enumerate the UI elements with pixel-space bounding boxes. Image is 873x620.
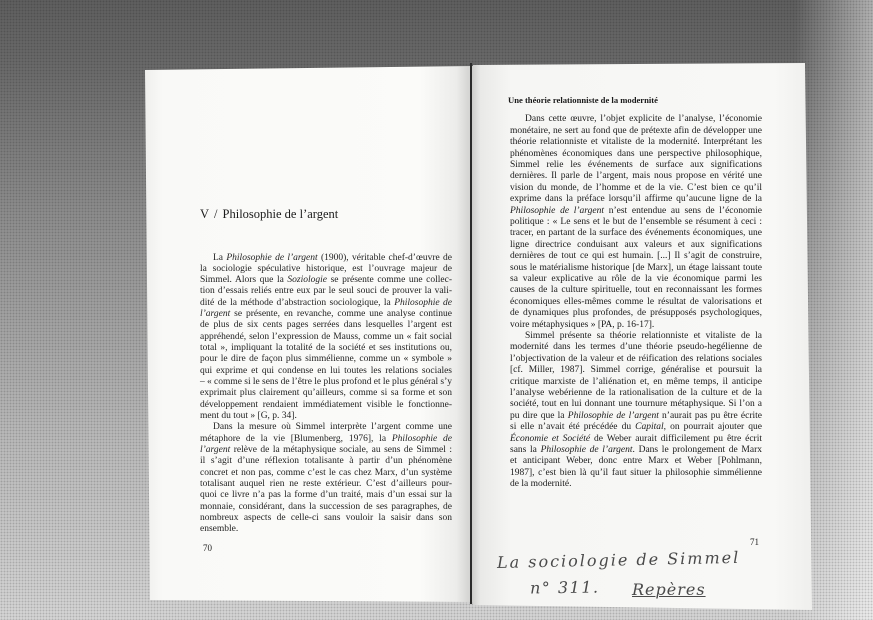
line-content bbox=[200, 286, 452, 296]
line-content bbox=[510, 126, 762, 136]
line-content bbox=[510, 240, 762, 250]
text-run: ment du tout » [G, p. 34]. bbox=[200, 411, 297, 422]
text-run: dernières. Il parle de l’argent, mais nous propose en vérité une bbox=[510, 171, 762, 182]
text-run: qui exprime et qui condense en lui toutes les relations sociales bbox=[200, 365, 452, 376]
text-line bbox=[510, 126, 762, 137]
right-page-body bbox=[510, 114, 762, 490]
text-line bbox=[200, 400, 452, 411]
text-run: développement rendaient immédiatement visible le fonctionne- bbox=[200, 399, 452, 410]
text-run: n’est entendue au sens de l’économie bbox=[604, 205, 763, 216]
italic-text: Philosophie de l’argent bbox=[226, 252, 318, 263]
line-content bbox=[510, 274, 762, 284]
line-content bbox=[510, 479, 571, 489]
text-run: total », impliquant la totalité de la société et ses institutions ou, bbox=[200, 343, 452, 354]
text-run: sa valeur explicative au rôle de la vie économique parmi les bbox=[510, 273, 762, 284]
line-content bbox=[510, 308, 762, 318]
text-line bbox=[510, 228, 762, 239]
line-content bbox=[525, 331, 762, 341]
text-line bbox=[200, 275, 452, 286]
line-content bbox=[200, 445, 452, 455]
text-run: ensemble. bbox=[200, 524, 239, 535]
text-run: se présente, en revanche, comme une analyse continue bbox=[230, 309, 452, 320]
section-heading: Une théorie relationniste de la modernité bbox=[508, 95, 658, 105]
line-content bbox=[200, 388, 452, 398]
text-run: métaphore de la vie [Blumenberg, 1976], la bbox=[200, 433, 392, 444]
text-line bbox=[510, 183, 762, 194]
text-line bbox=[200, 309, 452, 320]
line-content bbox=[510, 388, 762, 398]
text-line bbox=[200, 366, 452, 377]
line-content bbox=[510, 206, 762, 216]
text-line bbox=[510, 240, 762, 251]
text-line bbox=[200, 456, 452, 467]
text-run: dernières de tout ce qui est humain. [...] Il s’agit de construire, bbox=[510, 251, 762, 262]
text-line bbox=[510, 297, 762, 308]
text-line bbox=[200, 479, 452, 490]
text-line bbox=[200, 298, 452, 309]
text-line bbox=[510, 320, 762, 331]
text-line bbox=[510, 263, 762, 274]
line-content bbox=[213, 253, 452, 263]
paragraph bbox=[200, 422, 452, 535]
line-content bbox=[200, 502, 452, 512]
text-line bbox=[510, 377, 762, 388]
text-line bbox=[200, 253, 452, 264]
line-content bbox=[510, 285, 762, 295]
line-content bbox=[510, 297, 762, 307]
text-line bbox=[200, 286, 452, 297]
text-run: politique : « Le sens et le but de l’ensemble se résument à ceci : bbox=[510, 216, 762, 227]
text-run: économiques elles-mêmes comme le résultat de valorisations et bbox=[510, 296, 762, 307]
text-line bbox=[510, 137, 762, 148]
text-run: monnaie, considérant, dans la succession de ses paragraphes, de bbox=[200, 501, 452, 512]
chapter-title bbox=[200, 207, 338, 222]
italic-text: l’argent bbox=[200, 309, 231, 320]
text-run: appréhendé, selon l’expression de Mauss, comme un « fait social bbox=[200, 331, 452, 342]
text-line bbox=[510, 274, 762, 285]
text-line bbox=[510, 456, 762, 467]
line-content bbox=[200, 468, 452, 478]
text-run: 1987], c’est bien là qu’il faut situer la philosophie simmélienne bbox=[510, 467, 762, 478]
italic-text: Philosophie de l’argent bbox=[567, 410, 659, 421]
text-line bbox=[200, 524, 452, 535]
text-run: dité de la méthode d’abstraction sociologique, la bbox=[200, 297, 395, 308]
line-content bbox=[510, 217, 762, 227]
text-run: pour le dire de façon plus simmélienne, comme un « symbole » bbox=[200, 354, 452, 365]
handwritten-number: n° 311. bbox=[529, 577, 600, 598]
line-content bbox=[200, 411, 297, 421]
text-run: Dans la mesure où Simmel interprète l’argent comme une bbox=[213, 422, 452, 433]
text-line bbox=[510, 354, 762, 365]
line-content bbox=[200, 456, 452, 466]
line-content bbox=[510, 263, 762, 273]
text-run: exprime dans la préface lorsqu’il affirme qu’aucune ligne de la bbox=[510, 194, 762, 205]
text-run: Simmel relie les événements de surface aux significations bbox=[510, 159, 762, 170]
text-run: n’aurait pas pu être écrite bbox=[658, 410, 763, 421]
text-line bbox=[200, 434, 452, 445]
text-run: ligne directrice conduisant aux valeurs et aux significations bbox=[510, 239, 762, 250]
text-line bbox=[200, 264, 452, 275]
text-line bbox=[510, 434, 762, 445]
italic-text: Philosophie de bbox=[391, 433, 452, 444]
text-run: de Weber aurait difficilement pu être écrit bbox=[590, 433, 762, 444]
line-content bbox=[200, 400, 452, 410]
paragraph bbox=[200, 253, 452, 423]
text-run: voire métaphysiques » [PA, p. 16-17]. bbox=[510, 319, 655, 330]
line-content bbox=[510, 171, 762, 181]
chapter-title-text: Philosophie de l’argent bbox=[222, 207, 339, 221]
left-page-body bbox=[200, 253, 452, 536]
text-run: pu dire que la bbox=[510, 410, 568, 421]
line-content bbox=[200, 366, 452, 376]
text-line bbox=[510, 308, 762, 319]
text-line bbox=[510, 171, 762, 182]
text-run: de plus de six cents pages serrées dans lesquelles l’argent est bbox=[200, 320, 452, 331]
italic-text: l’argent bbox=[200, 445, 231, 456]
text-run: il s’agit d’une réflexion totalisante à partir d’un phénomène bbox=[200, 456, 452, 467]
text-line bbox=[200, 468, 452, 479]
text-line bbox=[510, 422, 762, 433]
italic-text: Économie et Société bbox=[510, 433, 591, 444]
line-content bbox=[200, 332, 452, 342]
text-line bbox=[510, 399, 762, 410]
text-run: totalisant auquel rien ne reste extérieur. C’est d’ailleurs pour- bbox=[200, 479, 452, 490]
line-content bbox=[510, 434, 762, 444]
text-line bbox=[510, 251, 762, 262]
text-line bbox=[200, 422, 452, 433]
line-content bbox=[510, 354, 762, 364]
line-content bbox=[525, 114, 762, 124]
text-line bbox=[200, 445, 452, 456]
text-run: quoi ce livre n’a pas la forme d’un traité, mais d’un essai sur la bbox=[200, 490, 452, 501]
line-content bbox=[510, 468, 762, 478]
text-run: l’analyse webérienne de la rationalisation de la culture et de la bbox=[510, 388, 762, 399]
paragraph bbox=[510, 331, 762, 491]
line-content bbox=[510, 137, 762, 147]
italic-text: Capital bbox=[635, 422, 664, 433]
text-run: causes de la culture spirituelle, tout en reconnaissant les formes bbox=[510, 285, 762, 296]
text-line bbox=[200, 377, 452, 388]
text-run: monétaire, ne sert au fond que de prétexte afin de développer une bbox=[510, 125, 762, 136]
text-run: modernité dans les termes d’une théorie pseudo-hegélienne de bbox=[510, 342, 762, 353]
line-content bbox=[213, 422, 452, 432]
text-run: sans la bbox=[510, 445, 541, 456]
text-line bbox=[200, 513, 452, 524]
line-content bbox=[200, 309, 452, 319]
line-content bbox=[510, 365, 762, 375]
text-line bbox=[200, 502, 452, 513]
line-content bbox=[200, 524, 238, 534]
text-run: théorie relationniste et vitaliste de la modernité. Interprétant les bbox=[510, 137, 762, 148]
line-content bbox=[200, 275, 452, 285]
text-run: tion d’essais reliés entre eux par le seul souci de prouver la vali- bbox=[200, 286, 452, 297]
text-run: société, tout en lui donnant une tournure métaphysique. Si l’on a bbox=[510, 399, 762, 410]
text-line bbox=[200, 320, 452, 331]
text-line bbox=[510, 468, 762, 479]
text-run: [cf. Miller, 1987]. Simmel corrige, généralise et poursuit la bbox=[510, 365, 762, 376]
line-content bbox=[510, 399, 762, 409]
text-run: si elle n’avait été précédée du bbox=[510, 422, 636, 433]
line-content bbox=[200, 343, 452, 353]
paragraph bbox=[510, 114, 762, 331]
handwritten-series: Repères bbox=[632, 580, 706, 599]
line-content bbox=[200, 298, 452, 308]
text-run: – « comme si le sens de l’être le plus profond et le plus général s’y bbox=[200, 377, 452, 388]
text-run: l’objectivation de la valeur et de réification des relations sociales bbox=[510, 353, 762, 364]
page-number-right: 71 bbox=[750, 537, 759, 547]
text-run: Simmel présente sa théorie relationniste et vitaliste de la bbox=[525, 331, 762, 342]
text-line bbox=[510, 217, 762, 228]
line-content bbox=[510, 342, 762, 352]
text-line bbox=[510, 285, 762, 296]
book-gutter bbox=[470, 63, 472, 604]
text-run: Simmel. Alors que la bbox=[200, 275, 288, 286]
line-content bbox=[200, 264, 452, 274]
text-run: critique marxiste de l’aliénation et, en même temps, il anticipe bbox=[510, 376, 762, 387]
line-content bbox=[510, 320, 654, 330]
italic-text: Philosophie de l’argent bbox=[540, 445, 633, 456]
line-content bbox=[510, 445, 762, 455]
text-run: . Dans le prolongement de Marx bbox=[632, 445, 762, 456]
text-line bbox=[200, 490, 452, 501]
text-run: de la modernité. bbox=[510, 479, 572, 490]
line-content bbox=[510, 422, 762, 432]
text-line bbox=[200, 343, 452, 354]
page-number-left: 70 bbox=[203, 543, 212, 553]
text-run: se présente comme une collec- bbox=[327, 275, 452, 286]
italic-text: Soziologie bbox=[287, 275, 328, 286]
line-content bbox=[200, 434, 452, 444]
text-line bbox=[200, 388, 452, 399]
text-line bbox=[510, 206, 762, 217]
line-content bbox=[200, 320, 452, 330]
text-line bbox=[510, 411, 762, 422]
text-line bbox=[200, 332, 452, 343]
text-run: et anticipant Weber, donc entre Marx et Weber [Pohlmann, bbox=[510, 456, 762, 467]
text-line bbox=[510, 445, 762, 456]
text-run: sous le matérialisme historique [de Marx], un étage laissant toute bbox=[510, 262, 762, 273]
text-line bbox=[510, 388, 762, 399]
italic-text: Philosophie de l’argent bbox=[510, 205, 605, 216]
line-content bbox=[510, 160, 762, 170]
text-run: de dynamiques plus profondes, de présupposés psychologiques, bbox=[510, 308, 762, 319]
line-content bbox=[510, 377, 762, 387]
line-content bbox=[200, 479, 452, 489]
text-run: concret et non pas, comme c’est le cas chez Marx, d’un système bbox=[200, 467, 452, 478]
handwritten-title: La sociologie de Simmel bbox=[496, 547, 741, 572]
text-line bbox=[510, 149, 762, 160]
line-content bbox=[200, 354, 452, 364]
text-run: la sociologie spéculative historique, est l’ouvrage majeur de bbox=[200, 263, 452, 274]
text-line bbox=[200, 354, 452, 365]
text-run: nombreux aspects de celle-ci sans vouloir la saisir dans son bbox=[200, 513, 452, 524]
line-content bbox=[200, 377, 452, 387]
line-content bbox=[510, 411, 762, 421]
text-run: phénomènes économiques dans une perspective philosophique, bbox=[510, 148, 762, 159]
chapter-number: V bbox=[200, 207, 210, 221]
text-run: (1900), véritable chef-d’œuvre de bbox=[317, 252, 452, 263]
text-run: La bbox=[213, 252, 227, 263]
text-line bbox=[510, 160, 762, 171]
text-line bbox=[510, 114, 762, 125]
line-content bbox=[510, 183, 762, 193]
text-line bbox=[510, 342, 762, 353]
line-content bbox=[510, 251, 762, 261]
text-line bbox=[510, 194, 762, 205]
line-content bbox=[200, 513, 452, 523]
text-run: Dans cette œuvre, l’objet explicite de l’analyse, l’économie bbox=[525, 114, 762, 125]
line-content bbox=[510, 194, 762, 204]
text-line bbox=[510, 331, 762, 342]
text-line bbox=[510, 365, 762, 376]
text-run: exprimait plus clairement qu’ailleurs, comme si sa forme et son bbox=[200, 388, 452, 399]
text-run: vision du monde, de l’homme et de la vie. C’est bien ce qu’il bbox=[510, 182, 762, 193]
text-run: tracer, en partant de la surface des événements économiques, une bbox=[510, 228, 762, 239]
text-line bbox=[200, 411, 452, 422]
text-run: relève de la métaphysique sociale, au sens de Simmel : bbox=[230, 445, 452, 456]
line-content bbox=[510, 456, 762, 466]
line-content bbox=[200, 490, 452, 500]
line-content bbox=[510, 228, 762, 238]
text-run: , on pourrait ajouter que bbox=[663, 422, 762, 433]
chapter-title-separator: / bbox=[214, 207, 218, 221]
text-line bbox=[510, 479, 762, 490]
italic-text: Philosophie de bbox=[394, 297, 452, 308]
line-content bbox=[510, 149, 762, 159]
